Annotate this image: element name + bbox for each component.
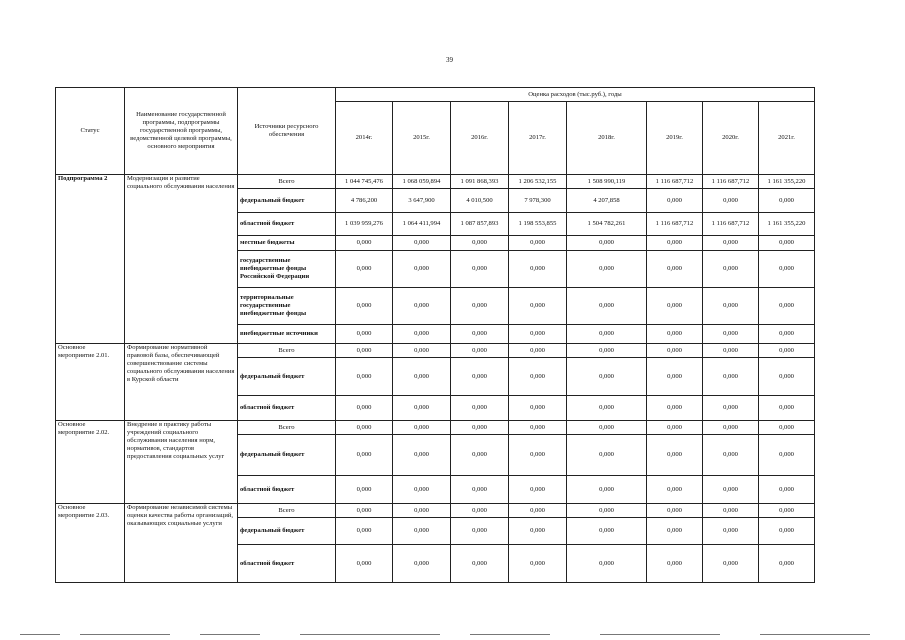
value-cell: 4 010,500 bbox=[451, 189, 509, 213]
value-cell: 0,000 bbox=[336, 504, 393, 518]
value-cell: 0,000 bbox=[509, 236, 567, 251]
value-cell: 0,000 bbox=[509, 344, 567, 358]
value-cell: 0,000 bbox=[703, 344, 759, 358]
value-cell: 1 068 059,894 bbox=[393, 175, 451, 189]
value-cell: 0,000 bbox=[509, 545, 567, 583]
value-cell: 0,000 bbox=[703, 421, 759, 435]
value-cell: 0,000 bbox=[759, 358, 815, 396]
value-cell: 0,000 bbox=[703, 435, 759, 476]
source-cell: областной бюджет bbox=[238, 213, 336, 236]
value-cell: 0,000 bbox=[451, 236, 509, 251]
status-cell: Основное мероприятие 2.02. bbox=[56, 421, 125, 504]
value-cell: 0,000 bbox=[451, 251, 509, 288]
value-cell: 0,000 bbox=[647, 288, 703, 325]
value-cell: 0,000 bbox=[451, 435, 509, 476]
value-cell: 0,000 bbox=[451, 396, 509, 421]
value-cell: 0,000 bbox=[509, 518, 567, 545]
value-cell: 0,000 bbox=[336, 358, 393, 396]
value-cell: 0,000 bbox=[509, 358, 567, 396]
program-name-cell: Формирование нормативной правовой базы, обеспечивающей совершенствование системы социального обслуживания населения в Курской области bbox=[125, 344, 238, 421]
year-header: 2019г. bbox=[647, 102, 703, 175]
value-cell: 0,000 bbox=[567, 476, 647, 504]
value-cell: 0,000 bbox=[647, 325, 703, 344]
value-cell: 0,000 bbox=[393, 236, 451, 251]
value-cell: 0,000 bbox=[336, 344, 393, 358]
value-cell: 0,000 bbox=[759, 476, 815, 504]
value-cell: 0,000 bbox=[336, 251, 393, 288]
value-cell: 1 064 411,994 bbox=[393, 213, 451, 236]
value-cell: 0,000 bbox=[567, 435, 647, 476]
value-cell: 0,000 bbox=[759, 344, 815, 358]
value-cell: 0,000 bbox=[336, 518, 393, 545]
table-row bbox=[56, 175, 815, 189]
value-cell: 7 978,300 bbox=[509, 189, 567, 213]
table-row bbox=[56, 504, 815, 518]
source-cell: Всего bbox=[238, 421, 336, 435]
page-number: 39 bbox=[446, 56, 453, 64]
status-cell: Основное мероприятие 2.03. bbox=[56, 504, 125, 583]
source-cell: внебюджетные источники bbox=[238, 325, 336, 344]
value-cell: 0,000 bbox=[509, 396, 567, 421]
value-cell: 0,000 bbox=[703, 189, 759, 213]
value-cell: 0,000 bbox=[451, 504, 509, 518]
value-cell: 0,000 bbox=[759, 435, 815, 476]
source-cell: федеральный бюджет bbox=[238, 358, 336, 396]
value-cell: 0,000 bbox=[703, 396, 759, 421]
value-cell: 0,000 bbox=[451, 288, 509, 325]
value-cell: 0,000 bbox=[567, 288, 647, 325]
expense-table bbox=[55, 87, 815, 583]
value-cell: 0,000 bbox=[567, 396, 647, 421]
year-header: 2015г. bbox=[393, 102, 451, 175]
status-cell: Подпрограмма 2 bbox=[56, 175, 125, 344]
value-cell: 0,000 bbox=[759, 251, 815, 288]
year-header: 2020г. bbox=[703, 102, 759, 175]
value-cell: 0,000 bbox=[393, 435, 451, 476]
source-cell: федеральный бюджет bbox=[238, 518, 336, 545]
source-cell: Всего bbox=[238, 504, 336, 518]
value-cell: 0,000 bbox=[703, 325, 759, 344]
value-cell: 0,000 bbox=[393, 358, 451, 396]
value-cell: 1 116 687,712 bbox=[703, 175, 759, 189]
value-cell: 0,000 bbox=[647, 421, 703, 435]
value-cell: 4 207,858 bbox=[567, 189, 647, 213]
value-cell: 0,000 bbox=[336, 396, 393, 421]
value-cell: 0,000 bbox=[451, 325, 509, 344]
value-cell: 0,000 bbox=[451, 518, 509, 545]
value-cell: 4 786,200 bbox=[336, 189, 393, 213]
value-cell: 0,000 bbox=[647, 518, 703, 545]
value-cell: 0,000 bbox=[759, 325, 815, 344]
value-cell: 1 039 959,276 bbox=[336, 213, 393, 236]
value-cell: 0,000 bbox=[451, 545, 509, 583]
value-cell: 0,000 bbox=[336, 545, 393, 583]
value-cell: 1 504 782,261 bbox=[567, 213, 647, 236]
value-cell: 0,000 bbox=[647, 344, 703, 358]
value-cell: 0,000 bbox=[393, 545, 451, 583]
source-cell: областной бюджет bbox=[238, 476, 336, 504]
value-cell: 0,000 bbox=[567, 325, 647, 344]
value-cell: 0,000 bbox=[647, 189, 703, 213]
value-cell: 1 091 868,393 bbox=[451, 175, 509, 189]
value-cell: 0,000 bbox=[393, 344, 451, 358]
value-cell: 0,000 bbox=[393, 421, 451, 435]
value-cell: 0,000 bbox=[567, 518, 647, 545]
table-row bbox=[56, 344, 815, 358]
value-cell: 0,000 bbox=[703, 518, 759, 545]
header-estimate: Оценка расходов (тыс.руб.), годы bbox=[336, 88, 815, 102]
value-cell: 0,000 bbox=[451, 476, 509, 504]
program-name-cell: Модернизация и развитие социального обслуживания населения bbox=[125, 175, 238, 344]
value-cell: 0,000 bbox=[759, 504, 815, 518]
source-cell: территориальные государственные внебюджетные фонды bbox=[238, 288, 336, 325]
source-cell: областной бюджет bbox=[238, 545, 336, 583]
value-cell: 0,000 bbox=[647, 358, 703, 396]
source-cell: федеральный бюджет bbox=[238, 435, 336, 476]
header-sources: Источники ресурсного обеспечения bbox=[238, 88, 336, 175]
value-cell: 0,000 bbox=[647, 251, 703, 288]
value-cell: 0,000 bbox=[336, 435, 393, 476]
value-cell: 0,000 bbox=[336, 325, 393, 344]
value-cell: 0,000 bbox=[567, 421, 647, 435]
source-cell: Всего bbox=[238, 344, 336, 358]
table-row bbox=[56, 421, 815, 435]
value-cell: 0,000 bbox=[759, 545, 815, 583]
year-header: 2014г. bbox=[336, 102, 393, 175]
value-cell: 0,000 bbox=[647, 396, 703, 421]
value-cell: 0,000 bbox=[703, 545, 759, 583]
value-cell: 1 116 687,712 bbox=[703, 213, 759, 236]
value-cell: 0,000 bbox=[509, 325, 567, 344]
year-header: 2017г. bbox=[509, 102, 567, 175]
year-header: 2021г. bbox=[759, 102, 815, 175]
source-cell: государственные внебюджетные фонды Российской Федерации bbox=[238, 251, 336, 288]
value-cell: 0,000 bbox=[647, 476, 703, 504]
value-cell: 0,000 bbox=[759, 396, 815, 421]
value-cell: 0,000 bbox=[451, 421, 509, 435]
value-cell: 0,000 bbox=[509, 435, 567, 476]
value-cell: 0,000 bbox=[509, 504, 567, 518]
value-cell: 0,000 bbox=[336, 476, 393, 504]
value-cell: 0,000 bbox=[509, 288, 567, 325]
value-cell: 0,000 bbox=[759, 288, 815, 325]
value-cell: 0,000 bbox=[703, 476, 759, 504]
value-cell: 1 161 355,220 bbox=[759, 175, 815, 189]
source-cell: Всего bbox=[238, 175, 336, 189]
value-cell: 0,000 bbox=[759, 189, 815, 213]
value-cell: 1 198 553,855 bbox=[509, 213, 567, 236]
value-cell: 3 647,900 bbox=[393, 189, 451, 213]
value-cell: 0,000 bbox=[703, 236, 759, 251]
value-cell: 0,000 bbox=[509, 251, 567, 288]
value-cell: 0,000 bbox=[336, 421, 393, 435]
value-cell: 0,000 bbox=[393, 251, 451, 288]
value-cell: 1 161 355,220 bbox=[759, 213, 815, 236]
value-cell: 1 087 857,893 bbox=[451, 213, 509, 236]
value-cell: 0,000 bbox=[703, 504, 759, 518]
value-cell: 0,000 bbox=[759, 518, 815, 545]
value-cell: 1 206 532,155 bbox=[509, 175, 567, 189]
value-cell: 0,000 bbox=[451, 344, 509, 358]
program-name-cell: Формирование независимой системы оценки качества работы организаций, оказывающих социальные услуги bbox=[125, 504, 238, 583]
value-cell: 0,000 bbox=[567, 251, 647, 288]
program-name-cell: Внедрение в практику работы учреждений социального обслуживания населения норм, нормативов, стандартов предоставления социальных услуг bbox=[125, 421, 238, 504]
value-cell: 0,000 bbox=[393, 476, 451, 504]
value-cell: 0,000 bbox=[393, 325, 451, 344]
value-cell: 0,000 bbox=[336, 288, 393, 325]
value-cell: 0,000 bbox=[451, 358, 509, 396]
value-cell: 0,000 bbox=[647, 545, 703, 583]
value-cell: 0,000 bbox=[567, 344, 647, 358]
value-cell: 0,000 bbox=[703, 251, 759, 288]
value-cell: 1 116 687,712 bbox=[647, 175, 703, 189]
value-cell: 0,000 bbox=[393, 288, 451, 325]
value-cell: 0,000 bbox=[647, 504, 703, 518]
value-cell: 0,000 bbox=[567, 545, 647, 583]
value-cell: 0,000 bbox=[567, 236, 647, 251]
source-cell: федеральный бюджет bbox=[238, 189, 336, 213]
value-cell: 0,000 bbox=[393, 504, 451, 518]
status-cell: Основное мероприятие 2.01. bbox=[56, 344, 125, 421]
value-cell: 0,000 bbox=[567, 358, 647, 396]
year-header: 2018г. bbox=[567, 102, 647, 175]
scan-artifact bbox=[0, 634, 905, 636]
value-cell: 0,000 bbox=[647, 435, 703, 476]
value-cell: 1 044 745,476 bbox=[336, 175, 393, 189]
year-header: 2016г. bbox=[451, 102, 509, 175]
header-name: Наименование государственной программы, подпрограммы государственной программы, ведомственной целевой программы, основного мероприятия bbox=[125, 88, 238, 175]
value-cell: 0,000 bbox=[393, 396, 451, 421]
value-cell: 0,000 bbox=[703, 358, 759, 396]
value-cell: 0,000 bbox=[509, 476, 567, 504]
value-cell: 0,000 bbox=[509, 421, 567, 435]
value-cell: 0,000 bbox=[759, 236, 815, 251]
value-cell: 1 116 687,712 bbox=[647, 213, 703, 236]
source-cell: областной бюджет bbox=[238, 396, 336, 421]
value-cell: 0,000 bbox=[759, 421, 815, 435]
value-cell: 0,000 bbox=[336, 236, 393, 251]
value-cell: 0,000 bbox=[647, 236, 703, 251]
header-status: Статус bbox=[56, 88, 125, 175]
value-cell: 0,000 bbox=[567, 504, 647, 518]
value-cell: 0,000 bbox=[393, 518, 451, 545]
value-cell: 1 508 990,119 bbox=[567, 175, 647, 189]
value-cell: 0,000 bbox=[703, 288, 759, 325]
source-cell: местные бюджеты bbox=[238, 236, 336, 251]
